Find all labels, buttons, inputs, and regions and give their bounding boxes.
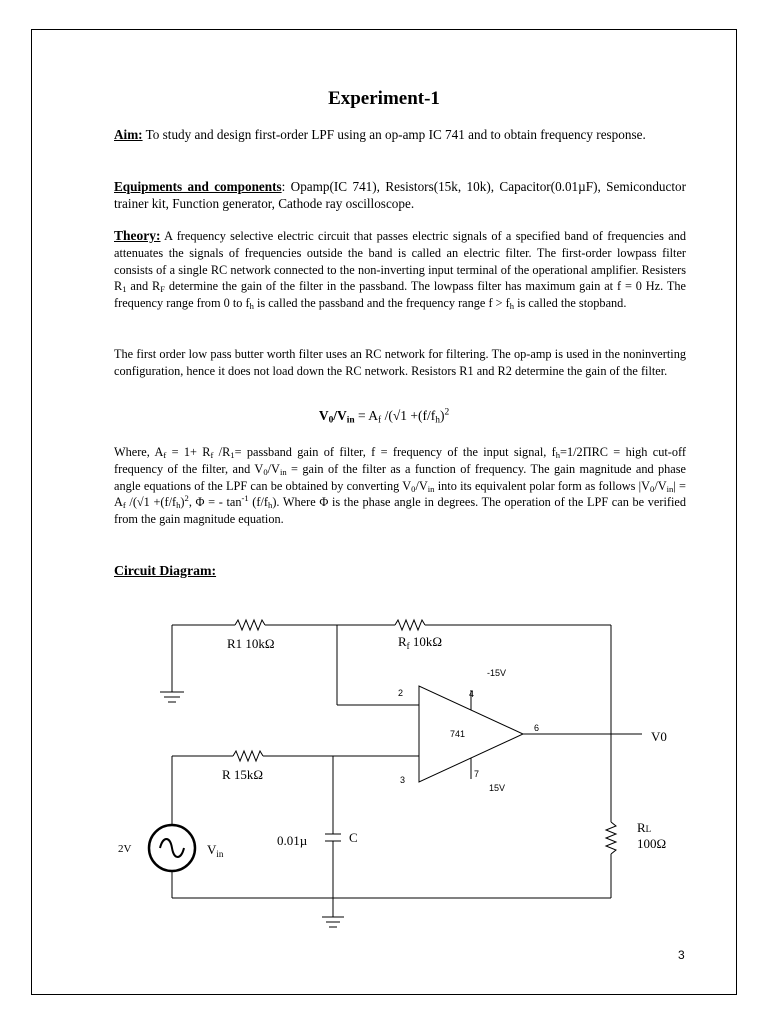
- pin-4-label: 4: [469, 689, 475, 699]
- pin-2-label: 2: [398, 688, 404, 698]
- page-title: Experiment-1: [328, 88, 440, 109]
- source-voltage-label: 2V: [118, 843, 132, 855]
- resistor-r: [233, 751, 263, 761]
- circuit-diagram: [0, 600, 768, 940]
- pin-6-label: 6: [534, 723, 540, 733]
- page-number: 3: [678, 948, 685, 962]
- theory-paragraph-2: The first order low pass butter worth filter uses an RC network for filtering. The op-amp is used in the noninverting configuration, hence it does not load down the RC network. Resistors R1 and R2 determine the gain of the filter.: [114, 347, 686, 378]
- theory-label: Theory:: [114, 228, 161, 243]
- capacitor-value: 0.01µ: [277, 833, 308, 848]
- aim-label: Aim:: [114, 127, 143, 142]
- circuit-diagram-heading: Circuit Diagram:: [114, 563, 217, 578]
- pos-supply-label: 15V: [489, 783, 506, 793]
- gain-formula: $V_0/V_{in} = A_f$ $/(√1 +(f/f_h)^2$: [318, 407, 450, 426]
- theory-paragraph: Theory: A frequency selective electric circuit that passes electric signals of a specified band of frequencies and attenuates the signals of frequencies outside the band is called an electric filter. The first-order lowpass filter consists of a single RC network connected to the non-inverting input terminal of the operational amplifier. Resisters $R_1$ and $R_F$ determine the gain of the filter in the passband. The lowpass filter has maximum gain at f = 0 Hz. The frequency range from 0 to $f_h$ is called the passband and the frequency range $f > f_h$ is called the stopband.: [114, 228, 686, 312]
- resistor-rf: [395, 620, 425, 630]
- equipments-text: : Opamp(IC 741), Resistors(15k, 10k), Capacitor(0.01µF), Semiconductor trainer kit, Function generator, Cathode ray oscilloscope.: [114, 179, 687, 211]
- opamp-label: 741: [450, 729, 466, 739]
- resistor-rl: [606, 822, 616, 854]
- neg-supply-label: -15V: [487, 668, 507, 678]
- r1-label: R1 10kΩ: [227, 636, 275, 651]
- vin-label: $V_{in}$: [207, 842, 224, 859]
- capacitor-label: C: [349, 830, 358, 845]
- equipments-paragraph: [114, 179, 686, 212]
- rf-label: $R_f$ 10kΩ: [398, 634, 443, 651]
- vout-label: V0: [651, 729, 667, 744]
- pin-7-label: 7: [474, 769, 480, 779]
- aim-text: To study and design first-order LPF using an op-amp IC 741 and to obtain frequency response.: [142, 127, 646, 142]
- where-paragraph: Where, $A_f = 1+ R_f$ $/R_1=$ passband gain of filter, f = frequency of the input signal, $f_h=1/2\Pi RC$ = high cut-off frequency of the filter, and $V_0/V_{in}$ = gain of the filter as a function of frequency. The gain magnitude and phase angle equations of the LPF can be obtained by converting $V_0/V_{in}$ into its equivalent polar form as follows $|V_0/V_{in}| = A_f$ $/(√1 +(f/f_h)^2$, Φ = - $\tan^{-1} (f/f_h)$. Where Φ is the phase angle in degrees. The operation of the LPF can be verified from the gain magnitude equation.: [114, 445, 687, 527]
- rl-value: 100Ω: [637, 836, 667, 851]
- equipments-label: Equipments and components: [114, 179, 282, 194]
- rl-label: RL: [637, 820, 652, 835]
- aim-paragraph: [114, 127, 686, 144]
- r-label: R 15kΩ: [222, 767, 264, 782]
- pin-3-label: 3: [400, 775, 406, 785]
- resistor-r1: [235, 620, 265, 630]
